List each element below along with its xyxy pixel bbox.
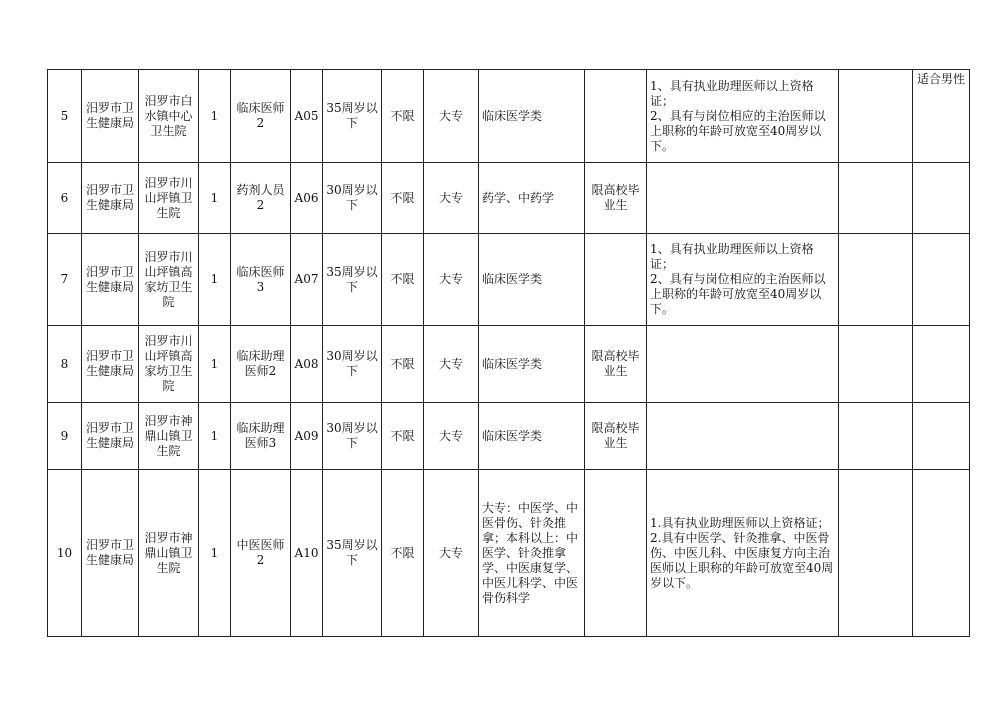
cell-gender: 不限 bbox=[382, 163, 424, 234]
cell-gender: 不限 bbox=[382, 403, 424, 470]
cell-restriction: 限高校毕业生 bbox=[585, 326, 647, 403]
cell-gender: 不限 bbox=[382, 326, 424, 403]
cell-extra bbox=[839, 70, 913, 163]
cell-department: 汨罗市卫生健康局 bbox=[82, 163, 139, 234]
table-row bbox=[48, 234, 970, 326]
recruitment-table bbox=[47, 69, 970, 637]
cell-headcount: 1 bbox=[199, 470, 231, 637]
cell-note bbox=[913, 326, 970, 403]
cell-post-name: 临床医师2 bbox=[231, 70, 291, 163]
cell-post-code: A10 bbox=[291, 470, 323, 637]
cell-education: 大专 bbox=[424, 470, 479, 637]
cell-headcount: 1 bbox=[199, 163, 231, 234]
table-body bbox=[48, 70, 970, 637]
cell-serial-number: 5 bbox=[48, 70, 82, 163]
cell-serial-number: 10 bbox=[48, 470, 82, 637]
cell-post-name: 临床助理医师3 bbox=[231, 403, 291, 470]
requirement-line: 1.具有执业助理医师以上资格证； bbox=[650, 515, 830, 530]
cell-restriction bbox=[585, 234, 647, 326]
cell-major: 临床医学类 bbox=[479, 403, 585, 470]
cell-major: 临床医学类 bbox=[479, 234, 585, 326]
cell-serial-number: 9 bbox=[48, 403, 82, 470]
cell-gender: 不限 bbox=[382, 470, 424, 637]
cell-employer: 汨罗市白水镇中心卫生院 bbox=[139, 70, 199, 163]
cell-post-code: A09 bbox=[291, 403, 323, 470]
cell-employer: 汨罗市川山坪镇高家坊卫生院 bbox=[139, 326, 199, 403]
cell-extra bbox=[839, 326, 913, 403]
cell-education: 大专 bbox=[424, 403, 479, 470]
cell-extra bbox=[839, 163, 913, 234]
cell-note bbox=[913, 470, 970, 637]
table-row bbox=[48, 403, 970, 470]
cell-post-name: 药剂人员2 bbox=[231, 163, 291, 234]
cell-headcount: 1 bbox=[199, 326, 231, 403]
cell-major: 药学、中药学 bbox=[479, 163, 585, 234]
cell-post-name: 临床医师3 bbox=[231, 234, 291, 326]
cell-post-name: 中医医师2 bbox=[231, 470, 291, 637]
cell-age: 30周岁以下 bbox=[323, 163, 382, 234]
cell-education: 大专 bbox=[424, 163, 479, 234]
table-row bbox=[48, 163, 970, 234]
cell-note bbox=[913, 163, 970, 234]
cell-note bbox=[913, 234, 970, 326]
cell-post-code: A07 bbox=[291, 234, 323, 326]
cell-age: 30周岁以下 bbox=[323, 326, 382, 403]
requirement-line: 2.具有中医学、针灸推拿、中医骨伤、中医儿科、中医康复方向主治医师以上职称的年龄可放宽至40周岁以下。 bbox=[650, 530, 834, 590]
cell-restriction bbox=[585, 70, 647, 163]
cell-note: 适合男性 bbox=[913, 70, 970, 163]
cell-department: 汨罗市卫生健康局 bbox=[82, 70, 139, 163]
table-row bbox=[48, 470, 970, 637]
cell-employer: 汨罗市神鼎山镇卫生院 bbox=[139, 403, 199, 470]
cell-restriction bbox=[585, 470, 647, 637]
cell-post-code: A06 bbox=[291, 163, 323, 234]
cell-headcount: 1 bbox=[199, 70, 231, 163]
cell-department: 汨罗市卫生健康局 bbox=[82, 234, 139, 326]
requirement-line: 2、具有与岗位相应的主治医师以上职称的年龄可放宽至40周岁以下。 bbox=[650, 108, 826, 153]
requirement-line: 2、具有与岗位相应的主治医师以上职称的年龄可放宽至40周岁以下。 bbox=[650, 272, 826, 316]
cell-age: 35周岁以下 bbox=[323, 234, 382, 326]
cell-department: 汨罗市卫生健康局 bbox=[82, 403, 139, 470]
cell-age: 35周岁以下 bbox=[323, 70, 382, 163]
cell-post-code: A05 bbox=[291, 70, 323, 163]
cell-education: 大专 bbox=[424, 326, 479, 403]
cell-headcount: 1 bbox=[199, 403, 231, 470]
cell-note bbox=[913, 403, 970, 470]
requirement-line: 1、具有执业助理医师以上资格证； bbox=[650, 242, 814, 271]
cell-education: 大专 bbox=[424, 70, 479, 163]
cell-extra bbox=[839, 470, 913, 637]
cell-requirements bbox=[647, 234, 839, 326]
cell-age: 35周岁以下 bbox=[323, 470, 382, 637]
cell-employer: 汨罗市川山坪镇高家坊卫生院 bbox=[139, 234, 199, 326]
cell-employer: 汨罗市川山坪镇卫生院 bbox=[139, 163, 199, 234]
cell-gender: 不限 bbox=[382, 70, 424, 163]
cell-post-name: 临床助理医师2 bbox=[231, 326, 291, 403]
cell-requirements bbox=[647, 163, 839, 234]
cell-employer: 汨罗市神鼎山镇卫生院 bbox=[139, 470, 199, 637]
cell-education: 大专 bbox=[424, 234, 479, 326]
cell-age: 30周岁以下 bbox=[323, 403, 382, 470]
cell-serial-number: 6 bbox=[48, 163, 82, 234]
cell-serial-number: 7 bbox=[48, 234, 82, 326]
cell-department: 汨罗市卫生健康局 bbox=[82, 326, 139, 403]
table-row bbox=[48, 326, 970, 403]
cell-extra bbox=[839, 234, 913, 326]
requirement-line: 1、具有执业助理医师以上资格证； bbox=[650, 78, 814, 108]
cell-headcount: 1 bbox=[199, 234, 231, 326]
table-row bbox=[48, 70, 970, 163]
cell-requirements bbox=[647, 70, 839, 163]
cell-restriction: 限高校毕业生 bbox=[585, 403, 647, 470]
cell-department: 汨罗市卫生健康局 bbox=[82, 470, 139, 637]
cell-requirements bbox=[647, 470, 839, 637]
cell-extra bbox=[839, 403, 913, 470]
cell-requirements bbox=[647, 403, 839, 470]
cell-post-code: A08 bbox=[291, 326, 323, 403]
cell-major: 临床医学类 bbox=[479, 70, 585, 163]
cell-gender: 不限 bbox=[382, 234, 424, 326]
cell-serial-number: 8 bbox=[48, 326, 82, 403]
cell-major: 大专：中医学、中医骨伤、针灸推拿；本科以上：中医学、针灸推拿学、中医康复学、中医儿科学、中医骨伤科学 bbox=[479, 470, 585, 637]
cell-major: 临床医学类 bbox=[479, 326, 585, 403]
cell-restriction: 限高校毕业生 bbox=[585, 163, 647, 234]
cell-requirements bbox=[647, 326, 839, 403]
